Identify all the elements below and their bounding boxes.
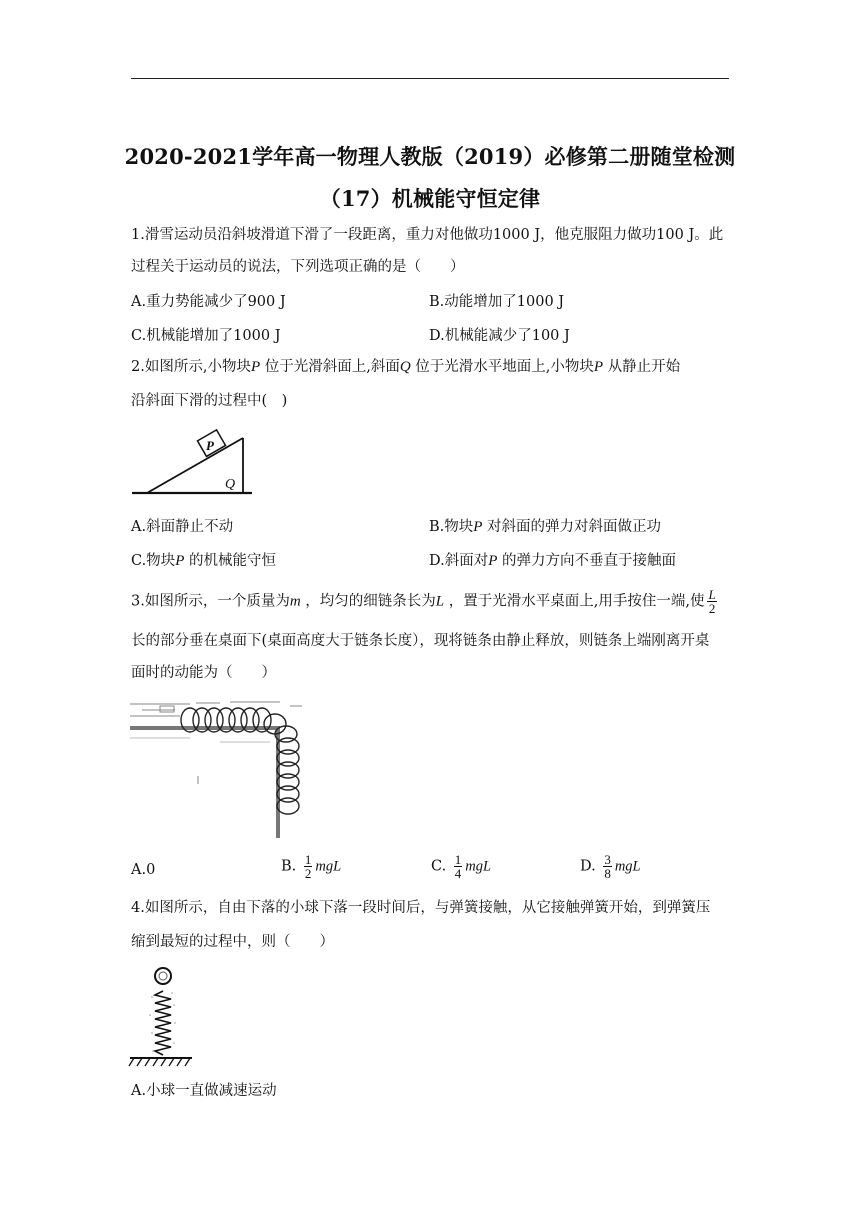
q1-option-a: A.重力势能减少了900 J — [131, 294, 286, 310]
q2-option-a: A.斜面静止不动 — [131, 519, 234, 535]
q3-option-d: D. $\frac{3}{8}$ mgL — [580, 852, 641, 881]
q3-stem-line1: 3.如图所示，一个质量为m ，均匀的细链条长为L ，置于光滑水平桌面上,用手按住一端,使 $\frac{L}{2}$ — [131, 587, 716, 616]
q3-option-b: B. $\frac{1}{2}$ mgL — [281, 852, 342, 881]
q1-option-b: B.动能增加了1000 J — [429, 294, 565, 310]
q4-stem-line2: 缩到最短的过程中，则（ ） — [131, 934, 334, 950]
q3-option-a: A.0 — [131, 862, 156, 878]
q4-stem-line1: 4.如图所示，自由下落的小球下落一段时间后，与弹簧接触，从它接触弹簧开始，到弹簧压 — [131, 900, 711, 916]
doc-title-line2: （17）机械能守恒定律 — [319, 186, 541, 211]
chain-table-figure — [130, 698, 310, 838]
doc-title-line1: 2020-2021学年高一物理人教版（2019）必修第二册随堂检测 — [124, 144, 736, 169]
q1-option-c: C.机械能增加了1000 J — [131, 328, 281, 344]
q3-stem-line2: 长的部分垂在桌面下(桌面高度大于链条长度），现将链条由静止释放，则链条上端刚离开桌 — [131, 633, 710, 649]
half-fraction: $\frac{L}{2}$ — [708, 587, 716, 616]
q2-stem-line2: 沿斜面下滑的过程中( ) — [131, 393, 288, 409]
q2-option-d: D.斜面对P 的弹力方向不垂直于接触面 — [429, 553, 676, 569]
q2-option-c: C.物块P 的机械能守恒 — [131, 553, 276, 569]
q1-stem-line2: 过程关于运动员的说法，下列选项正确的是（ ） — [131, 259, 465, 275]
q2-option-b: B.物块P 对斜面的弹力对斜面做正功 — [429, 519, 662, 535]
header-rule — [131, 78, 729, 79]
q1-stem-line1: 1.滑雪运动员沿斜坡滑道下滑了一段距离，重力对他做功1000 J，他克服阻力做功100 J。此 — [131, 227, 724, 243]
fig-label-q: Q — [225, 477, 236, 492]
q3-option-c: C. $\frac{1}{4}$ mgL — [431, 852, 492, 881]
q3-stem-line3: 面时的动能为（ ） — [131, 665, 276, 681]
incline-figure — [130, 424, 254, 498]
q1-option-d: D.机械能减少了100 J — [429, 328, 570, 344]
fig-label-p: P — [206, 438, 214, 453]
ball-spring-figure — [128, 963, 194, 1069]
q4-option-a: A.小球一直做减速运动 — [131, 1083, 277, 1099]
q2-stem-line1: 2.如图所示,小物块P 位于光滑斜面上,斜面Q 位于光滑水平地面上,小物块P 从静止开始 — [131, 359, 681, 375]
